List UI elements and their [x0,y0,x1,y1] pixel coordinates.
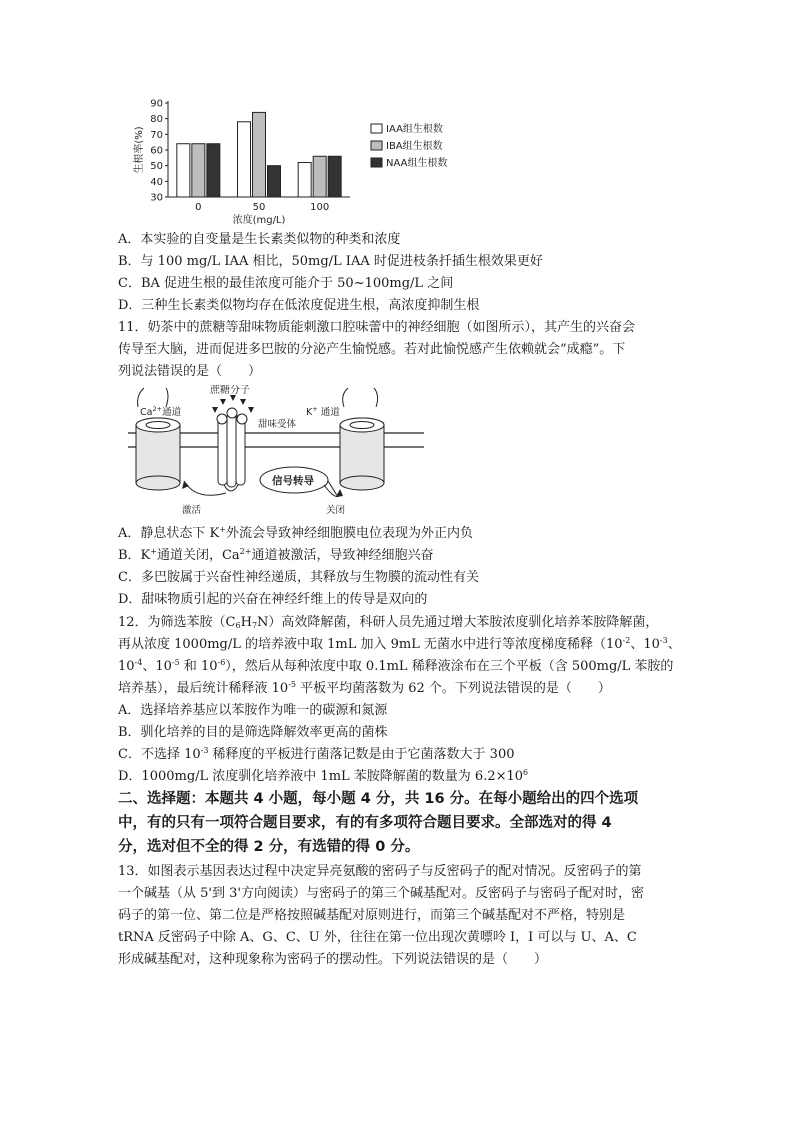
q12-stem-line-1: 12．为筛选苯胺$(C_6H_7N)$高效降解菌，科研人员先通过增大苯胺浓度驯化培养苯胺降解菌， [118,615,659,630]
bar-3-100 [328,156,341,197]
bar-2-50 [253,112,266,197]
q11-stem-line-2: 传导至大脑，进而促进多巴胺的分泌产生愉悦感。若对此愉悦感产生依赖就会“成瘾”。下 [118,342,626,357]
q13-stem-line-3: 码子的第一位、第二位是严格按照碱基配对原则进行，而第三个碱基配对不严格，特别是 [118,908,626,923]
q11-option-d: D．甜味物质引起的兴奋在神经纤维上的传导是双向的 [118,592,428,607]
legend-label-1: IAA组生根数 [386,124,443,135]
receptor-label: 甜味受体 [258,419,297,430]
q11-stem-line-3: 列说法错误的是（ ） [118,364,262,379]
y-axis-label: 生根率(%) [134,126,145,174]
q13-stem-line-4: tRNA 反密码子中除 A、G、C、U 外，往往在第一位出现次黄嘌呤 I，I 可以与 U、A、C [118,930,637,945]
legend-label-3: NAA组生根数 [386,158,448,169]
x-tick-label: 100 [310,202,330,213]
k-channel [340,388,384,490]
y-tick-label: 30 [150,192,163,204]
q13-stem-line-1: 13．如图表示基因表达过程中决定异亮氨酸的密码子与反密码子的配对情况。反密码子的第 [118,864,642,879]
activate-label: 激活 [182,505,202,516]
y-tick-label: 60 [150,145,163,157]
y-tick-label: 40 [150,176,163,188]
legend-swatch-1 [371,124,382,133]
section2-heading-line-1: 二、选择题：本题共 4 小题，每小题 4 分，共 16 分。在每小题给出的四个选项 [118,791,639,807]
q13-stem-line-2: 一个碱基（从 5'到 3'方向阅读）与密码子的第三个碱基配对。反密码子与密码子配对时，密 [118,886,644,901]
y-tick-label: 70 [150,129,163,141]
q10-option-a: A．本实验的自变量是生长素类似物的种类和浓度 [118,232,401,247]
q11-option-b: B．K+通道关闭，$Ca^{2+}$通道被激活，导致神经细胞兴奋 [118,547,434,563]
section2-heading-line-3: 分，选对但不全的得 2 分，有选错的得 0 分。 [118,839,420,855]
sweet-receptor [217,408,247,491]
q12-option-d: D．1000mg/L 浓度驯化培养液中 1mL 苯胺降解菌的数量为 $6.2\times 10^6$ [118,768,529,784]
q12-option-b: B．驯化培养的目的是筛选降解效率更高的菌株 [118,725,388,740]
x-tick-label: 0 [195,202,202,213]
y-tick-label: 50 [150,161,163,173]
signal-transduction-label: 信号转导 [272,475,314,487]
legend-swatch-2 [371,141,382,150]
ca-channel [136,388,180,490]
x-tick-label: 50 [252,202,266,213]
chart-bars [177,112,341,197]
ca-channel-label: $Ca^{2+}$通道 [140,405,182,418]
x-axis-label: 浓度(mg/L) [232,215,286,225]
q12-stem-line-3: $10^{-4}$、$10^{-5}$ 和 $10^{-6}$），然后从每种浓度中取 0.1mL 稀释液涂布在三个平板（含 500mg/L 苯胺的 [118,658,674,674]
legend-swatch-3 [371,158,382,167]
bar-1-100 [298,163,311,197]
y-tick-label: 80 [150,114,163,126]
taste-cell-membrane-diagram [126,385,426,520]
q10-option-d: D．三种生长素类似物均存在低浓度促进生根，高浓度抑制生根 [118,298,480,313]
q12-option-c: C．不选择 $10^{-3}$ 稀释度的平板进行菌落记数是由于它菌落数大于 300 [118,746,515,762]
k-channel-label: K+ 通道 [306,405,340,418]
bar-1-50 [238,122,251,197]
q11-stem-line-1: 11．奶茶中的蔗糖等甜味物质能刺激口腔味蕾中的神经细胞（如图所示），其产生的兴奋会 [118,320,636,335]
bar-1-0 [177,144,190,197]
bar-3-0 [207,144,220,197]
q13-stem-line-5: 形成碱基配对，这种现象称为密码子的摆动性。下列说法错误的是（ ） [118,952,548,967]
bar-2-100 [313,156,326,197]
y-tick-label: 90 [150,98,163,110]
q10-option-c: C．BA 促进生根的最佳浓度可能介于 50~100mg/L 之间 [118,276,454,291]
q10-option-b: B．与 100 mg/L IAA 相比，50mg/L IAA 时促进枝条扦插生根效果更好 [118,254,543,269]
bar-3-50 [268,166,281,197]
rooting-rate-bar-chart [128,95,488,225]
q12-stem-line-4: 培养基），最后统计稀释液 $10^{-5}$ 平板平均菌落数为 62 个。下列说法错误的是（ ） [118,680,611,696]
q11-option-c: C．多巴胺属于兴奋性神经递质，其释放与生物膜的流动性有关 [118,570,479,585]
chart-legend [371,122,447,169]
q11-option-a: A．静息状态下 K+外流会导致神经细胞膜电位表现为外正内负 [118,525,473,541]
q12-stem-line-2: 再从浓度 1000mg/L 的培养液中取 1mL 加入 9mL 无菌水中进行等浓度梯度稀释（$10^{-2}$、$10^{-3}$、 [118,636,681,652]
sucrose-label: 蔗糖分子 [210,385,250,396]
legend-label-2: IBA组生根数 [386,141,443,152]
section2-heading-line-2: 中，有的只有一项符合题目要求，有的有多项符合题目要求。全部选对的得 4 [118,815,612,831]
close-label: 关闭 [326,505,346,516]
q12-option-a: A．选择培养基应以苯胺作为唯一的碳源和氮源 [118,703,388,718]
bar-2-0 [192,144,205,197]
